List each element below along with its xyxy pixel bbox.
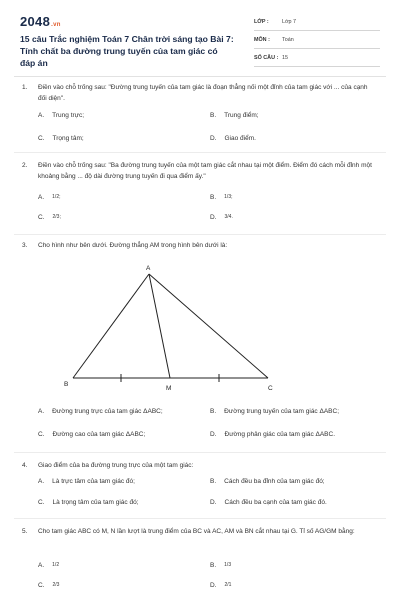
logo-text: 2048	[20, 14, 51, 29]
vertex-label-c: C	[268, 385, 273, 392]
point-label-m: M	[166, 385, 172, 392]
question-number: 4.	[22, 462, 28, 469]
question-number: 2.	[22, 162, 28, 169]
option-text: Đường trung trực của tam giác ΔABC;	[52, 408, 163, 415]
option-text: 1/3;	[224, 194, 233, 201]
option-text: Giao điểm.	[224, 135, 256, 142]
option-text: Đường phân giác của tam giác ΔABC.	[224, 431, 336, 438]
option-text: Trọng tâm;	[52, 135, 84, 142]
option-label: D.	[210, 135, 217, 142]
option-label: D.	[210, 582, 217, 589]
option-label: B.	[210, 478, 217, 485]
option-text: Cách đều ba đỉnh của tam giác đó;	[224, 478, 325, 485]
side-ab	[73, 274, 149, 378]
question-text: Điền vào chỗ trống sau: "Đường trung tuyến của tam giác là đoạn thẳng nối một đỉnh của tam giác với ... của cạnh đối diện".	[38, 84, 368, 102]
meta-value: Lớp 7	[282, 19, 297, 25]
option-label: A.	[38, 478, 45, 485]
option-text: Là trọng tâm của tam giác đó;	[52, 499, 139, 506]
option-text: Cách đều ba cạnh của tam giác đó.	[224, 499, 327, 506]
option-d[interactable]	[210, 431, 335, 438]
option-a[interactable]	[38, 562, 59, 569]
option-label: C.	[38, 431, 45, 438]
option-b[interactable]	[210, 408, 339, 415]
question-text: Cho tam giác ABC có M, N lần lượt là trung điểm của BC và AC, AM và BN cắt nhau tại G. Tỉ số AG/GM bằng:	[38, 528, 355, 535]
logo-suffix: .vn	[51, 22, 61, 28]
question-5	[22, 526, 378, 537]
option-label: C.	[38, 214, 45, 221]
option-label: D.	[210, 431, 217, 438]
page-title: 15 câu Trắc nghiệm Toán 7 Chân trời sáng tạo Bài 7: Tính chất ba đường trung tuyến của tam giác có đáp án	[20, 34, 234, 68]
question-number: 3.	[22, 242, 28, 249]
question-4	[22, 460, 378, 471]
options-5	[38, 562, 378, 598]
question-divider	[14, 452, 386, 453]
option-label: A.	[38, 562, 45, 569]
option-label: A.	[38, 408, 45, 415]
option-text: 1/3	[224, 562, 232, 569]
vertex-label-a: A	[146, 265, 151, 272]
option-label: D.	[210, 499, 217, 506]
option-c[interactable]	[38, 499, 139, 506]
meta-value: 15	[282, 55, 288, 61]
question-divider	[14, 518, 386, 519]
option-text: Là trực tâm của tam giác đó;	[52, 478, 135, 485]
option-label: A.	[38, 194, 45, 201]
option-label: A.	[38, 112, 45, 119]
options-3	[38, 408, 378, 448]
option-text: Trung trực;	[52, 112, 85, 119]
option-text: 2/3;	[52, 214, 61, 221]
option-a[interactable]	[38, 478, 135, 485]
option-text: 2/1	[224, 582, 232, 589]
meta-value: Toán	[282, 37, 294, 43]
question-text: Cho hình như bên dưới. Đường thẳng AM trong hình bên dưới là:	[38, 242, 228, 249]
option-c[interactable]	[38, 582, 59, 589]
option-text: 1/2	[52, 562, 60, 569]
question-number: 5.	[22, 528, 28, 535]
option-label: C.	[38, 582, 45, 589]
option-label: C.	[38, 135, 45, 142]
vertex-label-b: B	[64, 381, 69, 388]
question-text: Giao điểm của ba đường trung trực của một tam giác:	[38, 462, 194, 469]
option-text: 2/3	[52, 582, 60, 589]
option-a[interactable]	[38, 408, 163, 415]
option-text: Đường trung tuyến của tam giác ΔABC;	[224, 408, 339, 415]
question-text: Điền vào chỗ trống sau: "Ba đường trung tuyến của một tam giác cắt nhau tại một điểm. Điểm đó cách mỗi đỉnh một khoảng bằng ... độ dài đường trung tuyến đi qua điểm ấy."	[38, 162, 372, 180]
option-label: B.	[210, 112, 217, 119]
meta-key: MÔN :	[254, 37, 270, 43]
option-label: C.	[38, 499, 45, 506]
option-label: B.	[210, 562, 217, 569]
option-label: B.	[210, 408, 217, 415]
option-text: 1/2;	[52, 194, 61, 201]
option-label: B.	[210, 194, 217, 201]
option-label: D.	[210, 214, 217, 221]
option-text: Đường cao của tam giác ΔABC;	[52, 431, 146, 438]
question-number: 1.	[22, 84, 28, 91]
option-d[interactable]	[210, 582, 231, 589]
meta-key: SỐ CÂU :	[254, 55, 279, 61]
meta-key: LỚP :	[254, 19, 269, 25]
option-c[interactable]	[38, 431, 145, 438]
option-text: Trung điểm;	[224, 112, 259, 119]
option-b[interactable]	[210, 562, 231, 569]
option-b[interactable]	[210, 478, 325, 485]
options-4	[38, 478, 378, 518]
option-text: 3/4.	[224, 214, 233, 221]
option-d[interactable]	[210, 499, 327, 506]
